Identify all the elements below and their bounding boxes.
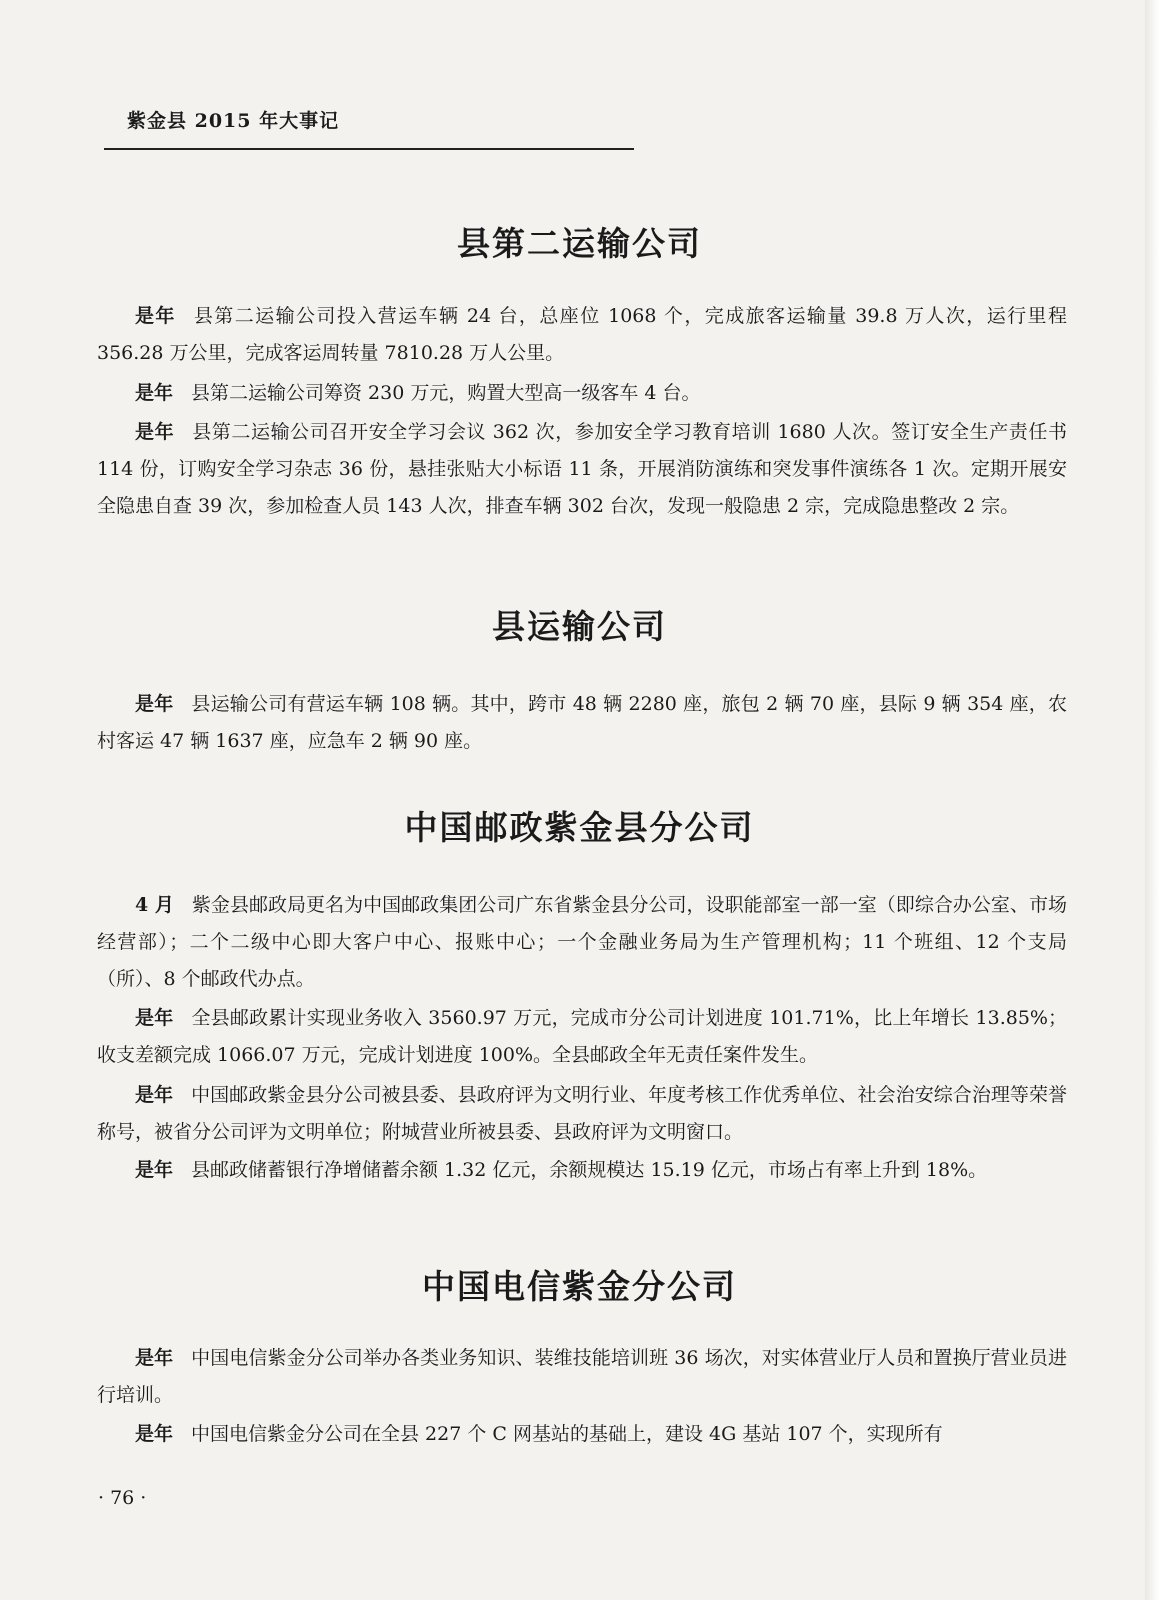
paragraph-text: 县第二运输公司召开安全学习会议 362 次，参加安全学习教育培训 1680 人次。签订安全生产责任书 114 份，订购安全学习杂志 36 份，悬挂张贴大小标语 11 条，开展消防演练和突发事件演练各 1 次。定期开展安全隐患自查 39 次，参加检查人员 143 人次，排查车辆 302 台次，发现一般隐患 2 宗，完成隐患整改 2 宗。: [97, 421, 1067, 517]
section-title: 中国电信紫金分公司: [422, 1267, 737, 1306]
paragraph-lead: 是年: [135, 305, 176, 327]
page-number: · 76 ·: [98, 1487, 147, 1509]
paragraph-lead: 是年: [135, 382, 174, 404]
paragraph: [97, 1077, 1067, 1151]
paragraph-lead: 是年: [135, 693, 174, 715]
paragraph-text: 中国邮政紫金县分公司被县委、县政府评为文明行业、年度考核工作优秀单位、社会治安综合治理等荣誉称号，被省分公司评为文明单位；附城营业所被县委、县政府评为文明窗口。: [97, 1084, 1067, 1143]
paragraph-text: 县第二运输公司投入营运车辆 24 台，总座位 1068 个，完成旅客运输量 39.8 万人次，运行里程 356.28 万公里，完成客运周转量 7810.28 万人公里。: [97, 305, 1067, 364]
paragraph-lead: 是年: [135, 1423, 174, 1445]
paragraph-lead: 是年: [135, 1007, 174, 1029]
paragraph: [97, 298, 1067, 372]
paragraph-lead: 是年: [135, 1159, 174, 1181]
paragraph-lead: 4 月: [135, 894, 174, 916]
paragraph-text: 中国电信紫金分公司在全县 227 个 C 网基站的基础上，建设 4G 基站 107 个，实现所有: [191, 1423, 943, 1445]
paragraph: [97, 1340, 1067, 1414]
paragraph: [97, 1000, 1067, 1074]
paragraph-lead: 是年: [135, 1084, 174, 1106]
section-title: 县运输公司: [492, 607, 667, 646]
paragraph-lead: 是年: [135, 421, 175, 443]
paragraph: [97, 414, 1067, 525]
paragraph-lead: 是年: [135, 1347, 174, 1369]
paragraph: [97, 887, 1067, 998]
paragraph: [97, 375, 1067, 412]
paragraph-text: 县运输公司有营运车辆 108 辆。其中，跨市 48 辆 2280 座，旅包 2 辆 70 座，县际 9 辆 354 座，农村客运 47 辆 1637 座，应急车 2 辆 90 座。: [97, 693, 1067, 752]
running-header: 紫金县 2015 年大事记: [127, 110, 340, 132]
paragraph-text: 县邮政储蓄银行净增储蓄余额 1.32 亿元，余额规模达 15.19 亿元，市场占有率上升到 18%。: [191, 1159, 988, 1181]
header-rule: [104, 148, 634, 150]
paragraph-text: 紫金县邮政局更名为中国邮政集团公司广东省紫金县分公司，设职能部室一部一室（即综合办公室、市场经营部）；二个二级中心即大客户中心、报账中心；一个金融业务局为生产管理机构；11 个班组、12 个支局（所）、8 个邮政代办点。: [97, 894, 1067, 990]
paragraph-text: 全县邮政累计实现业务收入 3560.97 万元，完成市分公司计划进度 101.71%，比上年增长 13.85%；收支差额完成 1066.07 万元，完成计划进度 100%。全县邮政全年无责任案件发生。: [97, 1007, 1067, 1066]
section-title: 中国邮政紫金县分公司: [404, 808, 755, 847]
paragraph-text: 县第二运输公司筹资 230 万元，购置大型高一级客车 4 台。: [191, 382, 701, 404]
paragraph: [97, 1416, 1067, 1453]
paragraph: [97, 686, 1067, 760]
section-title: 县第二运输公司: [457, 224, 702, 263]
paragraph: [97, 1152, 1067, 1189]
paragraph-text: 中国电信紫金分公司举办各类业务知识、装维技能培训班 36 场次，对实体营业厅人员和置换厅营业员进行培训。: [97, 1347, 1067, 1406]
